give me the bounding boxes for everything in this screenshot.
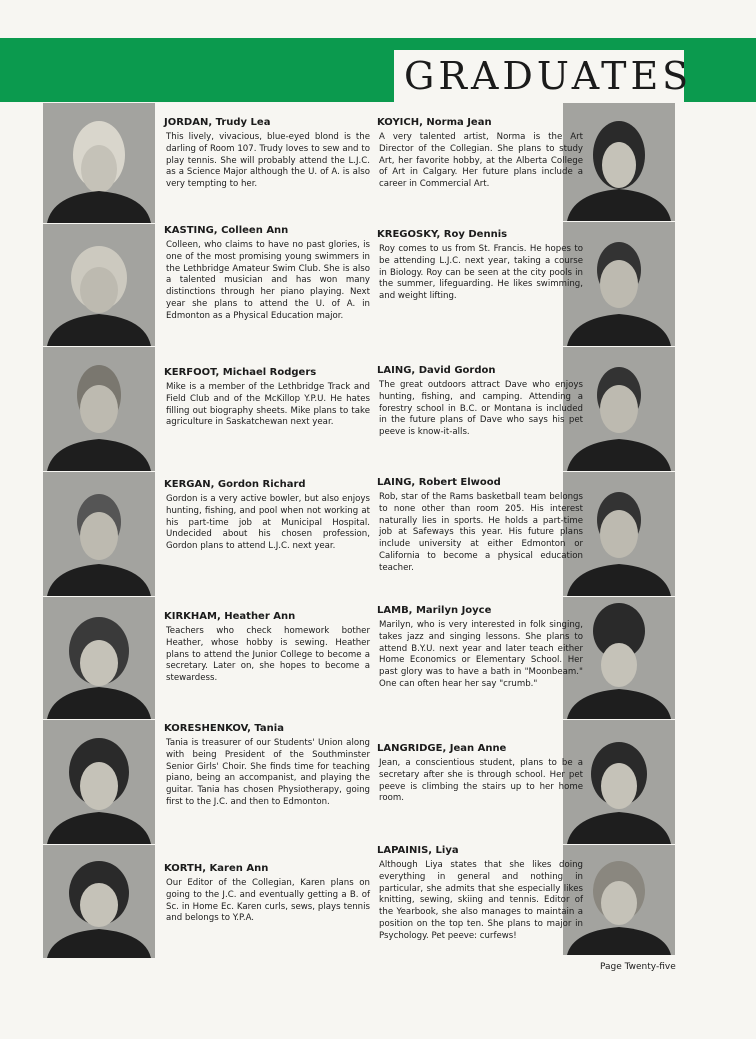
graduate-name: KERFOOT, Michael Rodgers xyxy=(164,367,317,378)
graduate-bio: Our Editor of the Collegian, Karen plans on going to the J.C. and eventually getting a B. of Sc. in Home Ec. Karen curls, sews, plays tennis and belongs to Y.P.A. xyxy=(166,878,370,924)
graduate-entry xyxy=(164,366,370,429)
graduate-bio: Mike is a member of the Lethbridge Track and Field Club and of the McKillop Y.P.U. He hates filling out biography sheets. Mike plans to take agriculture in Saskatchewan next year. xyxy=(166,382,370,428)
graduate-name: LAPAINIS, Liya xyxy=(377,845,459,856)
graduate-bio: Teachers who check homework bother Heather, whose hobby is sewing. Heather plans to attend the Junior College to become a secretary. Later on, she hopes to become a stewardess. xyxy=(166,626,370,684)
portrait-photo xyxy=(43,720,155,844)
graduate-name: KORESHENKOV, Tania xyxy=(164,723,284,734)
graduate-bio: Jean, a conscientious student, plans to be a secretary after she is through school. Her pet peeve is climbing the stairs up to her home room. xyxy=(379,758,583,804)
graduate-name: KREGOSKY, Roy Dennis xyxy=(377,229,508,240)
graduate-bio: Gordon is a very active bowler, but also enjoys hunting, fishing, and pool when not working at his part-time job at Municipal Hospital. Undecided about his chosen profession, Gordon plans to attend L.J.C. next year. xyxy=(166,494,370,552)
graduate-bio: This lively, vivacious, blue-eyed blond is the darling of Room 107. Trudy loves to sew and to play tennis. She will probably attend the L.J.C. as a Science Major although the U. of A. is also very tempting to her. xyxy=(166,132,370,190)
graduate-bio: The great outdoors attract Dave who enjoys hunting, fishing, and camping. Attending a forestry school in B.C. or Montana is included in the future plans of Dave who says his pet peeve is know-it-alls. xyxy=(379,380,583,438)
graduate-entry xyxy=(164,224,370,323)
graduate-name: KASTING, Colleen Ann xyxy=(164,225,289,236)
graduate-bio: A very talented artist, Norma is the Art Director of the Collegian. She plans to study Art, her favorite hobby, at the Alberta College of Art in Calgary. Her future plans include a career in Commercial Art. xyxy=(379,132,583,190)
graduate-name: KIRKHAM, Heather Ann xyxy=(164,611,296,622)
graduate-entry xyxy=(377,844,583,943)
graduate-entry xyxy=(377,364,583,439)
graduate-bio: Marilyn, who is very interested in folk singing, takes jazz and singing lessons. She plans to attend B.Y.U. next year and later teach either Home Economics or Elementary School. Her past glory was to have a bath in "Moonbeam." One can often hear her say "crumb." xyxy=(379,620,583,689)
portrait-photo xyxy=(43,224,155,346)
portrait-photo xyxy=(43,472,155,596)
portrait-photo xyxy=(43,103,155,223)
graduate-name: KERGAN, Gordon Richard xyxy=(164,479,306,490)
graduate-entry xyxy=(377,604,583,691)
page-number: Page Twenty-five xyxy=(600,962,676,972)
graduate-bio: Colleen, who claims to have no past glories, is one of the most promising young swimmers in the Lethbridge Amateur Swim Club. She is also a talented musician and has won many distinctions through her piano playing. Next year she plans to attend the U. of A. in Edmonton as a Physical Education major. xyxy=(166,240,370,321)
graduate-name: LAING, David Gordon xyxy=(377,365,496,376)
graduate-entry xyxy=(164,722,370,809)
graduate-entry xyxy=(164,116,370,191)
graduate-name: LANGRIDGE, Jean Anne xyxy=(377,743,507,754)
graduate-bio: Tania is treasurer of our Students' Union along with being President of the Southminster Senior Girls' Choir. She finds time for teaching piano, being an accompanist, and playing the guitar. Tania has chosen Physiotherapy, going first to the J.C. and then to Edmonton. xyxy=(166,738,370,807)
graduate-entry xyxy=(164,610,370,685)
graduate-entry xyxy=(164,862,370,925)
page-title: GRADUATES xyxy=(404,54,693,98)
graduate-entry xyxy=(164,478,370,553)
graduate-entry xyxy=(377,116,583,191)
portrait-photo xyxy=(43,845,155,958)
graduate-bio: Roy comes to us from St. Francis. He hopes to be attending L.J.C. next year, taking a course in Biology. Roy can be seen at the city pools in the summer, lifeguarding. He likes swimming, and weight lifting. xyxy=(379,244,583,302)
graduate-name: KORTH, Karen Ann xyxy=(164,863,269,874)
graduate-name: LAMB, Marilyn Joyce xyxy=(377,605,492,616)
graduate-entry xyxy=(377,476,583,575)
graduate-name: KOYICH, Norma Jean xyxy=(377,117,492,128)
graduate-name: JORDAN, Trudy Lea xyxy=(164,117,271,128)
graduate-name: LAING, Robert Elwood xyxy=(377,477,501,488)
portrait-photo xyxy=(43,347,155,471)
graduate-bio: Although Liya states that she likes doing everything in general and nothing in particular, she admits that she especially likes knitting, sewing, skiing and tennis. Editor of the Yearbook, she also manages to maintain a position on the top ten. She plans to major in Psychology. Pet peeve: curfews! xyxy=(379,860,583,941)
graduate-entry xyxy=(377,742,583,805)
portrait-photo xyxy=(43,597,155,719)
graduate-bio: Rob, star of the Rams basketball team belongs to none other than room 205. His interest naturally lies in sports. He holds a part-time job at Safeways this year. His future plans include university at either Edmonton or California to become a physical education teacher. xyxy=(379,492,583,573)
graduate-entry xyxy=(377,228,583,303)
